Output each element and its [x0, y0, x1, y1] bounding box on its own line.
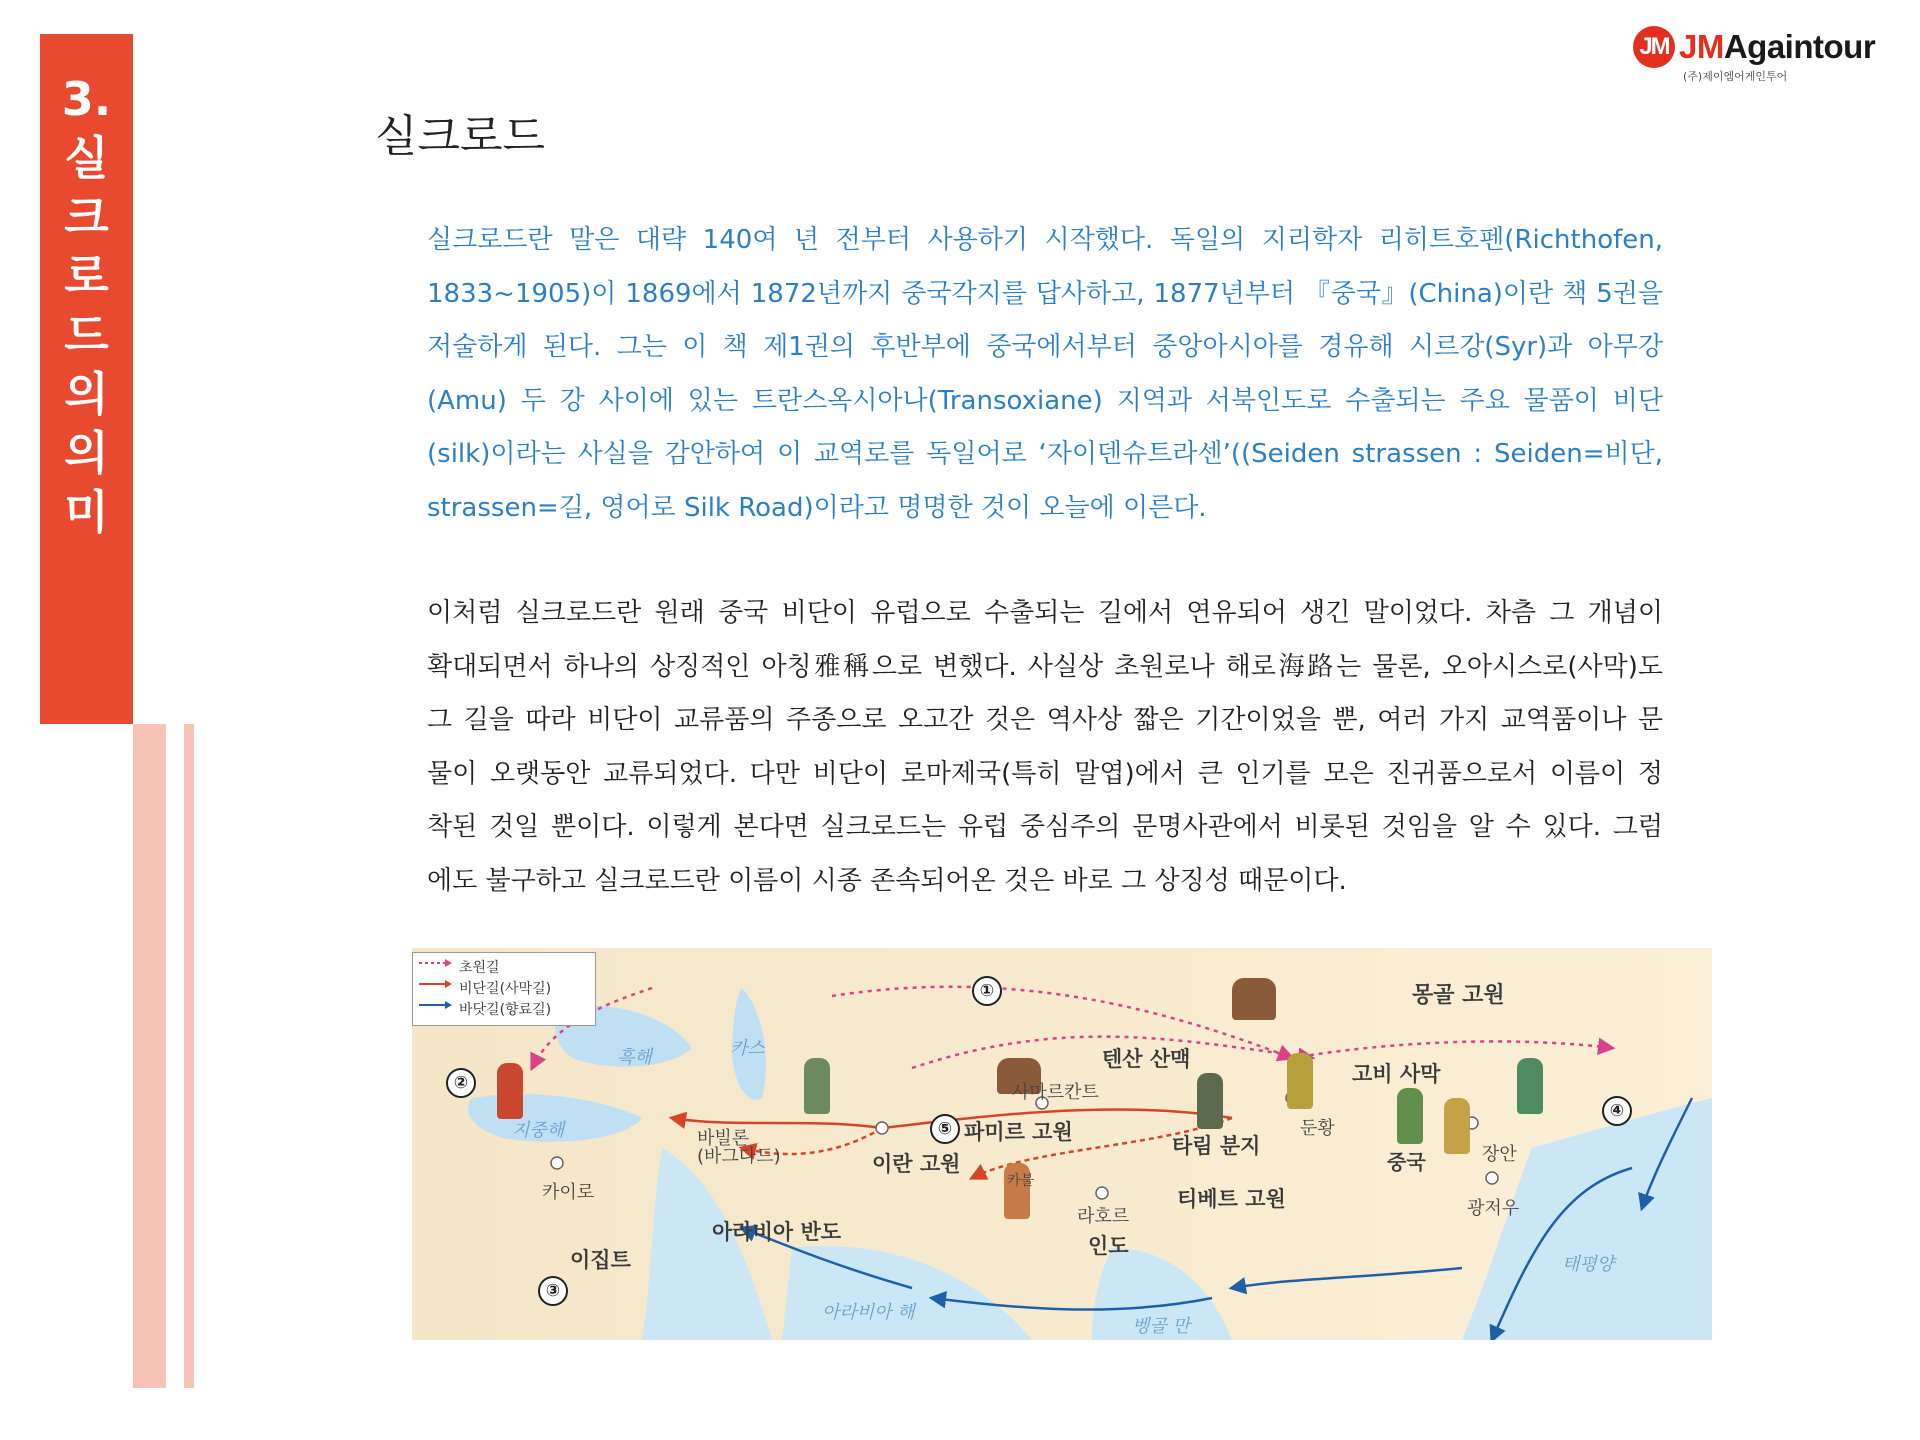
decorative-stripe	[133, 724, 166, 1388]
route-number-4: ④	[1602, 1096, 1632, 1126]
map-label-lahore: 라호르	[1077, 1206, 1130, 1227]
paragraph-line: (Amu) 두 강 사이에 있는 트란스옥시아나(Transoxiane) 지역과 서북인도로 수출되는 주요 물품이 비단	[427, 385, 1663, 416]
paragraph-line: (silk)이라는 사실을 감안하여 이 교역로를 독일어로 ‘자이덴슈트라센’((Seiden strassen : Seiden=비단,	[427, 439, 1663, 470]
map-legend	[412, 952, 596, 1026]
section-title-char: 의	[64, 426, 109, 480]
logo-subtitle: (주)제이엠어게인투어	[1683, 70, 1788, 83]
map-label-caspian: 카스	[730, 1038, 765, 1059]
route-number-5: ⑤	[930, 1114, 960, 1144]
section-title	[40, 70, 133, 542]
paragraph-intro	[427, 214, 1663, 536]
map-label-gobi: 고비 사막	[1352, 1062, 1441, 1086]
map-label-blacksea: 흑해	[617, 1047, 652, 1068]
page-title: 실크로드	[375, 111, 546, 162]
section-sidebar	[40, 34, 133, 724]
section-title-char: 의	[64, 367, 109, 421]
paragraph-line: 그 길을 따라 비단이 교류품의 주종으로 오고간 것은 역사상 짧은 기간이었을 뿐, 여러 가지 교역품이나 문	[427, 705, 1663, 736]
legend-item: 초원길	[419, 957, 500, 977]
section-title-char: 미	[64, 485, 109, 539]
arrow-icon	[419, 1000, 453, 1010]
map-label-india: 인도	[1088, 1234, 1129, 1258]
paragraph-line: 실크로드란 말은 대략 140여 년 전부터 사용하기 시작했다. 독일의 지리학자 리히트호펜(Richthofen,	[427, 225, 1663, 255]
map-label-pamir: 파미르 고원	[964, 1120, 1073, 1144]
traveler-figure-icon	[497, 1063, 523, 1119]
map-label-changan: 장안	[1482, 1144, 1517, 1165]
paragraph-line: 이처럼 실크로드란 원래 중국 비단이 유럽으로 수출되는 길에서 연유되어 생긴 말이었다. 차츰 그 개념이	[427, 598, 1663, 628]
traveler-figure-icon	[804, 1058, 830, 1114]
map-label-mediterranean: 지중해	[512, 1120, 565, 1141]
paragraph-line: 에도 불구하고 실크로드란 이름이 시종 존속되어온 것은 바로 그 상징성 때문이다.	[427, 865, 1347, 896]
map-label-mongol: 몽골 고원	[1412, 983, 1505, 1008]
traveler-figure-icon	[1197, 1073, 1223, 1129]
section-title-char: 드	[64, 308, 109, 362]
map-label-baghdad: 바빌론 (바그다드)	[697, 1128, 781, 1167]
logo-badge-icon: JM	[1633, 26, 1675, 68]
map-label-tianshan: 텐산 산맥	[1102, 1047, 1191, 1071]
paragraph-line: 1833~1905)이 1869에서 1872년까지 중국각지를 답사하고, 1877년부터 『중국』(China)이란 책 5권을	[427, 278, 1663, 309]
decorative-stripe	[184, 724, 194, 1388]
route-number-3: ③	[538, 1276, 568, 1306]
map-label-egypt: 이집트	[570, 1248, 631, 1272]
paragraph-line: 착된 것일 뿐이다. 이렇게 본다면 실크로드는 유럽 중심주의 문명사관에서 비롯된 것임을 알 수 있다. 그럼	[427, 812, 1663, 843]
silk-road-map	[412, 948, 1712, 1340]
map-label-iran: 이란 고원	[872, 1152, 961, 1176]
arrow-icon	[419, 979, 453, 989]
dotted-arrow-icon	[419, 958, 453, 968]
company-logo	[1633, 26, 1903, 86]
map-label-kabul: 카불	[1007, 1173, 1035, 1189]
map-label-cairo: 카이로	[542, 1182, 595, 1203]
paragraph-line: 확대되면서 하나의 상징적인 아칭雅稱으로 변했다. 사실상 초원로나 해로海路는 물론, 오아시스로(사막)도	[427, 651, 1663, 682]
horse-rider-icon	[1232, 978, 1276, 1020]
map-label-tibet: 티베트 고원	[1177, 1187, 1286, 1211]
route-number-2: ②	[446, 1068, 476, 1098]
paragraph-line: strassen=길, 영어로 Silk Road)이라고 명명한 것이 오늘에 이른다.	[427, 492, 1207, 523]
map-label-arabia: 아라비아 반도	[712, 1220, 842, 1244]
map-label-arabiansea: 아라비아 해	[822, 1302, 915, 1323]
section-title-char: 3.	[61, 72, 112, 126]
map-label-china: 중국	[1387, 1150, 1426, 1174]
section-title-char: 로	[64, 249, 109, 303]
map-label-dunhuang: 둔황	[1300, 1118, 1335, 1139]
map-label-bengal: 벵골 만	[1132, 1316, 1190, 1337]
paragraph-line: 저술하게 된다. 그는 이 책 제1권의 후반부에 중국에서부터 중앙아시아를 경유해 시르강(Syr)과 아무강	[427, 332, 1663, 363]
logo-brand: JMAgaintour	[1679, 28, 1876, 65]
traveler-figure-icon	[1397, 1088, 1423, 1144]
map-label-tarim: 타림 분지	[1172, 1134, 1261, 1158]
map-label-pacific: 태평양	[1562, 1254, 1615, 1275]
traveler-figure-icon	[1444, 1098, 1470, 1154]
traveler-figure-icon	[1517, 1058, 1543, 1114]
route-number-1: ①	[972, 976, 1002, 1006]
map-label-guangzhou: 광저우	[1467, 1198, 1520, 1219]
paragraph-line: 물이 오랫동안 교류되었다. 다만 비단이 로마제국(특히 말엽)에서 큰 인기를 모은 진귀품으로서 이름이 정	[427, 758, 1663, 789]
map-label-samarkand: 사마르칸트	[1012, 1082, 1099, 1103]
legend-item: 바닷길(향료길)	[419, 999, 551, 1019]
paragraph-body	[427, 587, 1663, 909]
section-title-char: 크	[64, 190, 109, 244]
traveler-figure-icon	[1287, 1053, 1313, 1109]
legend-item: 비단길(사막길)	[419, 978, 551, 998]
section-title-char: 실	[64, 131, 109, 185]
